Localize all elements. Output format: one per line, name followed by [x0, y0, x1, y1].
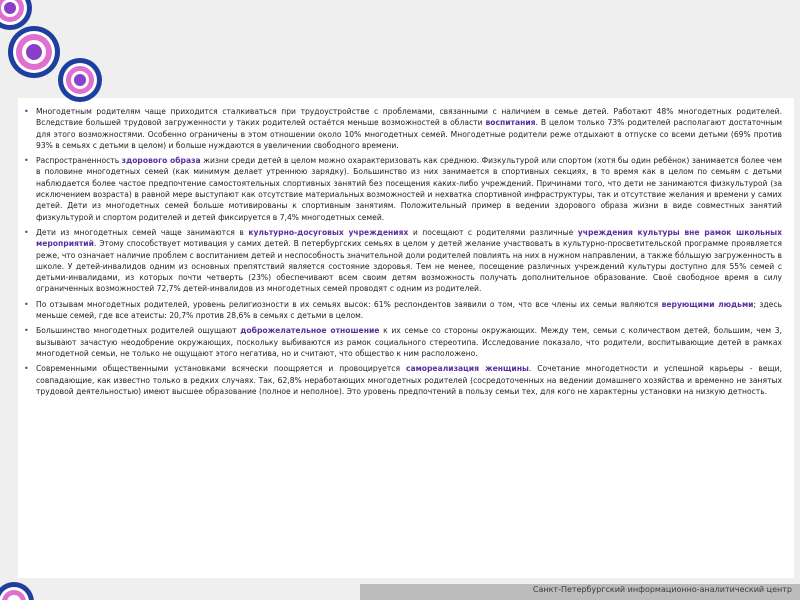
ring-large	[8, 26, 60, 78]
bullet-marker: •	[24, 227, 29, 237]
bullet-text: . Этому способствует мотивация у самих детей. В петербургских семьях в целом у детей желание участвовать в культурно-просветительской программе проявляется реже, что означает наличие проблем с воспитанием детей и неспособность значительной доли родителей повлиять на них в нужном направлении, а также бóльшую загруженность в школе. У детей-инвалидов одним из основных препятствий является состояние здоровья. Тем не менее, посещение различных учреждений культуры доступно для 55% семей с детьми-инвалидами, из которых почти четверть (23%) обеспечивают всем своим детям возможность получать дополнительное образование. Своё свободное время в силу ограниченных возможностей 72,7% детей-инвалидов из многодетных семей проводят с одним из родителей.	[36, 239, 782, 294]
highlight-term: верующими людьми	[661, 299, 754, 309]
footer-org: Санкт-Петербургский информационно-аналитический центр	[532, 585, 792, 594]
bullet-marker: •	[24, 107, 29, 116]
bullet-text: Многодетным родителям чаще приходится сталкиваться при трудоустройстве с проблемами, связанными с наличием в семье детей. Работают 48% многодетных родителей. Вследствие большей трудовой загруженности у таких родителей остаётся меньше возможностей в области	[36, 107, 782, 128]
bullet-text: Большинство многодетных родителей ощущают	[36, 326, 241, 336]
decorative-circles	[0, 0, 120, 110]
bullet-item	[24, 325, 782, 359]
bullet-text: и посещают с родителями различные	[408, 227, 578, 237]
bullet-item	[24, 106, 782, 151]
bullet-item	[24, 363, 782, 397]
decorative-circles-bottom	[0, 568, 120, 600]
bullet-text: жизни среди детей в целом можно охарактеризовать как среднюю. Физкультурой или спортом (хотя бы один ребёнок) занимается более чем в половине многодетных семей (как минимум делает утреннюю зарядку). Большинство из них занимается в спортивных секциях, в то время как в целом по семьям с детьми наблюдается более частое предпочтение самостоятельных спортивных занятий без посещения каких-либо учреждений. Причинами того, что дети не занимаются физкультурой (за исключением возраста) в равной мере выступают как отсутствие материальных возможностей и нехватка спортивной инфраструктуры, так и отсутствие желания и времени у самих детей. Дети из многодетных семей больше мотивированы к спортивным занятиям. Положительный пример в ведении здорового образа жизни в виде совместных занятий физкультурой и спортом родителей и детей фиксируется в 7,4% многодетных семей.	[36, 156, 782, 222]
bullet-text: к их семье со стороны окружающих. Между тем, семьи с количеством детей, большим, чем 3, вызывают зачастую неодобрение окружающих, поскольку выбиваются из рамок социального стереотипа. Исследование показало, что родители, воспитывающие детей в рамках многодетной семьи, не только не ощущают этого негатива, но и считают, что общество к ним расположено.	[36, 326, 783, 358]
bullet-item	[24, 155, 782, 223]
highlight-term: культурно-досуговых учреждениях	[248, 227, 409, 237]
bullet-text: ; здесь меньше семей, где все атеисты: 20,7% против 28,6% в семьях с детьми в целом.	[36, 299, 782, 321]
highlight-term: доброжелательное отношение	[240, 326, 380, 336]
bullet-marker: •	[24, 326, 29, 336]
bullet-text: Дети из многодетных семей чаще занимаются в	[36, 227, 249, 237]
bullet-text: Современными общественными установками всячески поощряется и провоцируется	[36, 364, 406, 374]
footer-bar	[360, 584, 800, 600]
ring-top-left	[0, 0, 32, 30]
bullet-marker: •	[24, 299, 29, 309]
highlight-term: учреждения культуры вне рамок школьных мероприятий	[36, 227, 782, 249]
ring-right	[58, 58, 102, 102]
bullet-text: . В целом только 73% родителей располагают достаточным для этого возможностями. Особенно ограничены в этом отношении около 10% многодетных семей. Многодетные родители реже отдыхают в отпуске со всеми детьми (69% против 93% в семьях с детьми в целом) и больше нуждаются в увеличении свободного времени.	[36, 118, 782, 150]
highlight-term: здорового образа	[121, 156, 201, 166]
highlight-term: воспитания	[485, 118, 536, 128]
bullet-text: Распространенность	[36, 156, 122, 166]
bullet-item	[24, 227, 782, 295]
bullet-item	[24, 299, 782, 322]
bullet-marker: •	[24, 156, 29, 166]
bullet-text: По отзывам многодетных родителей, уровень религиозности в их семьях высок: 61% респондентов заявили о том, что все члены их семьи являются	[36, 299, 662, 309]
highlight-term: самореализация женщины	[405, 364, 529, 374]
bullet-list	[24, 106, 782, 401]
bullet-marker: •	[24, 364, 29, 374]
bullet-text: . Сочетание многодетности и успешной карьеры - вещи, совпадающие, как известно только в редких случаях. Так, 62,8% неработающих многодетных родителей (сосредоточенных на ведении домашнего хозяйства и временно не занятых трудовой деятельностью) имеют высшее образование (полное и неполное). Это уровень предпочтений в пользу семьи тех, для кого не характерны установки на низкую детность.	[36, 364, 783, 396]
